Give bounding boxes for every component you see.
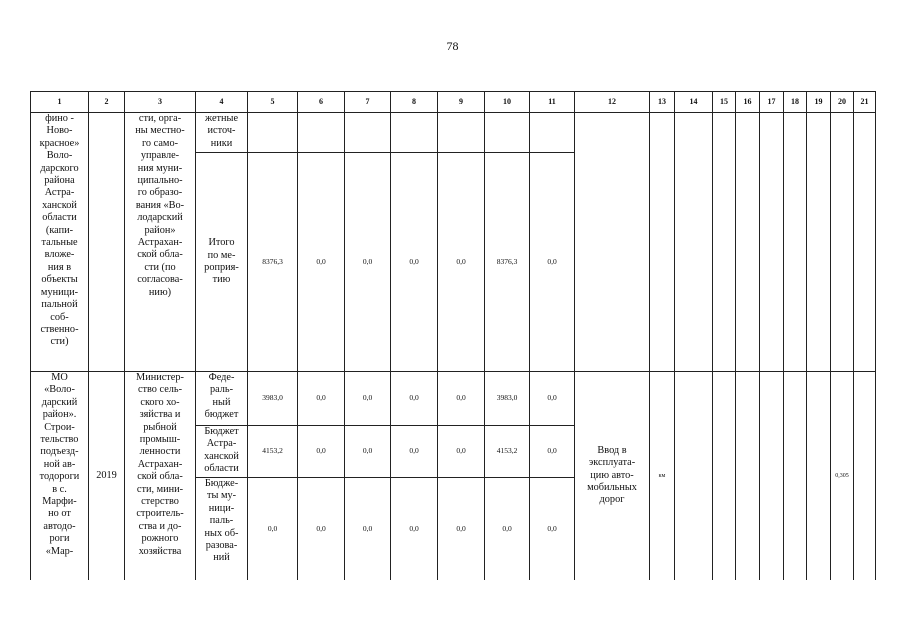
indicator-value-cell [713, 372, 736, 580]
text-line: управле- [140, 150, 180, 162]
text-line: ния в [47, 261, 72, 273]
text-line: соб- [50, 311, 69, 323]
value-cell: 0,0 [345, 153, 391, 372]
text-line: Марфи- [42, 496, 77, 508]
text-line: района [44, 175, 75, 187]
value-cell [530, 113, 575, 153]
text-line: ского хо- [140, 396, 180, 408]
text-line: зяйства и [139, 409, 181, 421]
text-line: промыш- [139, 434, 181, 446]
text-line: ной ав- [43, 458, 76, 470]
text-line: фино - [45, 113, 74, 124]
funding-source-cell [196, 372, 248, 426]
text-line: Астра- [206, 438, 237, 450]
text-line: ленности [139, 446, 181, 458]
text-line: ния муни- [137, 162, 183, 174]
text-line: стерство [141, 496, 179, 508]
text-line: но от [48, 508, 71, 520]
value-cell [391, 113, 438, 153]
text-line: дарский [41, 396, 78, 408]
text-line: жетные [204, 113, 239, 124]
indicator-value-cell [854, 372, 876, 580]
text-line: ской обла- [137, 471, 183, 483]
value-cell: 0,0 [298, 372, 345, 426]
text-line: ний [213, 552, 230, 564]
value-cell: 8376,3 [485, 153, 530, 372]
text-line: автодо- [43, 520, 76, 532]
text-line: ники [210, 137, 233, 149]
text-line: хозяйства [138, 545, 182, 557]
text-line: мобильных [587, 481, 637, 493]
header-cell: 9 [438, 92, 485, 113]
indicator-value-cell [831, 113, 854, 372]
funding-source-cell [196, 153, 248, 372]
unit-cell [650, 113, 675, 372]
text-line: Бюдже- [204, 478, 239, 489]
text-line: муници- [40, 286, 79, 298]
header-cell: 14 [675, 92, 713, 113]
text-line: Воло- [46, 150, 73, 162]
value-cell [248, 113, 298, 153]
text-line: вложе- [44, 249, 75, 261]
text-line: «Воло- [44, 384, 75, 396]
page-number: 78 [446, 39, 459, 53]
year-cell: 2019 [89, 372, 125, 580]
text-line: (капи- [45, 224, 74, 236]
value-cell: 0,0 [438, 478, 485, 580]
header-cell: 2 [89, 92, 125, 113]
text-line: сти (по [144, 261, 176, 273]
header-cell: 7 [345, 92, 391, 113]
indicator-value-cell [807, 113, 831, 372]
text-line: роприя- [204, 262, 239, 273]
text-line: рожного [141, 533, 179, 545]
text-line: дарского [40, 162, 79, 174]
value-cell: 0,0 [298, 478, 345, 580]
value-cell: 3983,0 [485, 372, 530, 426]
indicator-value-cell [784, 113, 807, 372]
text-line: роги [49, 533, 70, 545]
value-cell: 0,0 [298, 153, 345, 372]
text-line: Бюджет [204, 426, 239, 437]
text-line: Астра- [44, 187, 75, 199]
header-cell: 8 [391, 92, 438, 113]
text-line: Итого [208, 237, 235, 249]
indicator-value-cell [736, 372, 760, 580]
value-cell: 0,0 [345, 426, 391, 478]
text-line: Ввод в [597, 444, 627, 456]
indicator-value-cell [675, 372, 713, 580]
text-line: по ме- [207, 249, 236, 261]
text-line: раль- [209, 384, 234, 396]
header-cell: 1 [31, 92, 89, 113]
header-cell: 4 [196, 92, 248, 113]
text-line: сти, мини- [136, 483, 184, 495]
indicator-value-cell [760, 372, 784, 580]
value-cell: 0,0 [438, 426, 485, 478]
text-line: Астрахан- [137, 237, 183, 249]
text-line: разова- [205, 540, 238, 552]
text-line: го образо- [137, 187, 183, 199]
value-cell: 0,0 [345, 372, 391, 426]
text-line: строитель- [136, 508, 184, 520]
text-line: дорог [599, 494, 625, 506]
text-line: ных об- [204, 527, 239, 539]
indicator-value-cell [713, 113, 736, 372]
text-line: ханской [204, 450, 239, 462]
header-cell: 15 [713, 92, 736, 113]
value-cell: 0,0 [345, 478, 391, 580]
text-line: ства и до- [138, 520, 182, 532]
header-cell: 17 [760, 92, 784, 113]
text-line: го само- [141, 137, 179, 149]
text-line: «Мар- [45, 545, 74, 557]
text-line: области [42, 212, 77, 224]
text-line: в с. [52, 483, 67, 495]
header-cell: 12 [575, 92, 650, 113]
text-line: эксплуата- [588, 457, 636, 469]
text-line: Астрахан- [137, 458, 183, 470]
value-cell: 0,0 [391, 153, 438, 372]
value-cell: 0,0 [391, 372, 438, 426]
value-cell [485, 113, 530, 153]
value-cell: 4153,2 [485, 426, 530, 478]
indicator-value-cell [760, 113, 784, 372]
value-cell: 0,0 [248, 478, 298, 580]
text-line: ской обла- [137, 249, 183, 261]
header-cell: 18 [784, 92, 807, 113]
value-cell: 0,0 [530, 478, 575, 580]
value-cell: 0,0 [530, 153, 575, 372]
text-line: лодарский [137, 212, 183, 224]
text-line: пальной [41, 299, 78, 311]
text-line: паль- [209, 515, 234, 527]
text-line: ны местно- [135, 125, 185, 137]
value-cell [345, 113, 391, 153]
value-cell: 0,0 [391, 426, 438, 478]
value-cell: 8376,3 [248, 153, 298, 372]
value-cell: 3983,0 [248, 372, 298, 426]
header-cell: 3 [125, 92, 196, 113]
text-line: сти) [50, 336, 69, 348]
executor-cell [125, 372, 196, 580]
text-line: МО [51, 372, 68, 383]
text-line: район» [144, 224, 176, 236]
text-line: тальные [41, 237, 78, 249]
text-line: источ- [207, 125, 236, 137]
indicator-value-cell [675, 113, 713, 372]
text-line: ципально- [137, 175, 183, 187]
funding-source-cell [196, 426, 248, 478]
text-line: подъезд- [40, 446, 79, 458]
header-cell: 5 [248, 92, 298, 113]
text-line: Феде- [208, 372, 235, 383]
text-line: согласова- [137, 274, 183, 286]
text-line: вания «Во- [135, 199, 185, 211]
activity-name-cell [31, 372, 89, 580]
text-line: Ново- [46, 125, 73, 137]
text-line: цию авто- [590, 469, 634, 481]
value-cell: 0,0 [438, 153, 485, 372]
text-line: ственно- [40, 323, 79, 335]
header-cell: 21 [854, 92, 876, 113]
text-line: тию [212, 274, 231, 286]
text-line: рыбной [143, 421, 177, 433]
header-cell: 19 [807, 92, 831, 113]
text-line: ный [212, 396, 231, 408]
value-cell: 0,0 [485, 478, 530, 580]
text-line: сти, орга- [138, 113, 182, 124]
value-cell: 0,0 [438, 372, 485, 426]
program-table [30, 91, 876, 580]
activity-name-cell [31, 113, 89, 372]
header-row [31, 92, 876, 113]
text-line: объекты [41, 274, 78, 286]
text-line: тельство [40, 434, 79, 446]
text-line: Министер- [136, 372, 184, 383]
value-cell: 0,0 [298, 426, 345, 478]
text-line: красное» [39, 137, 80, 149]
funding-source-cell [196, 113, 248, 153]
value-cell: 0,0 [530, 426, 575, 478]
text-line: бюджет [204, 409, 239, 421]
indicator-value-cell: 0,305 [831, 372, 854, 580]
indicator-value-cell [807, 372, 831, 580]
value-cell: 0,0 [391, 478, 438, 580]
header-cell: 10 [485, 92, 530, 113]
text-line: Строи- [44, 421, 75, 433]
value-cell [298, 113, 345, 153]
indicator-value-cell [784, 372, 807, 580]
indicator-value-cell [854, 113, 876, 372]
header-cell: 6 [298, 92, 345, 113]
table-row [31, 113, 876, 153]
executor-cell [125, 113, 196, 372]
text-line: ханской [42, 199, 77, 211]
text-line: ство сель- [137, 384, 183, 396]
text-line: район». [42, 409, 77, 421]
indicator-value-cell [736, 113, 760, 372]
unit-cell: км [650, 372, 675, 580]
year-cell [89, 113, 125, 372]
table-row [31, 372, 876, 426]
text-line: ты му- [206, 490, 237, 502]
indicator-cell [575, 113, 650, 372]
value-cell: 0,0 [530, 372, 575, 426]
funding-source-cell [196, 478, 248, 580]
header-cell: 11 [530, 92, 575, 113]
value-cell [438, 113, 485, 153]
header-cell: 13 [650, 92, 675, 113]
text-line: тодороги [39, 471, 80, 483]
header-cell: 16 [736, 92, 760, 113]
text-line: нию) [148, 286, 172, 298]
text-line: ници- [208, 502, 235, 514]
indicator-cell [575, 372, 650, 580]
value-cell: 4153,2 [248, 426, 298, 478]
text-line: области [204, 463, 239, 475]
header-cell: 20 [831, 92, 854, 113]
